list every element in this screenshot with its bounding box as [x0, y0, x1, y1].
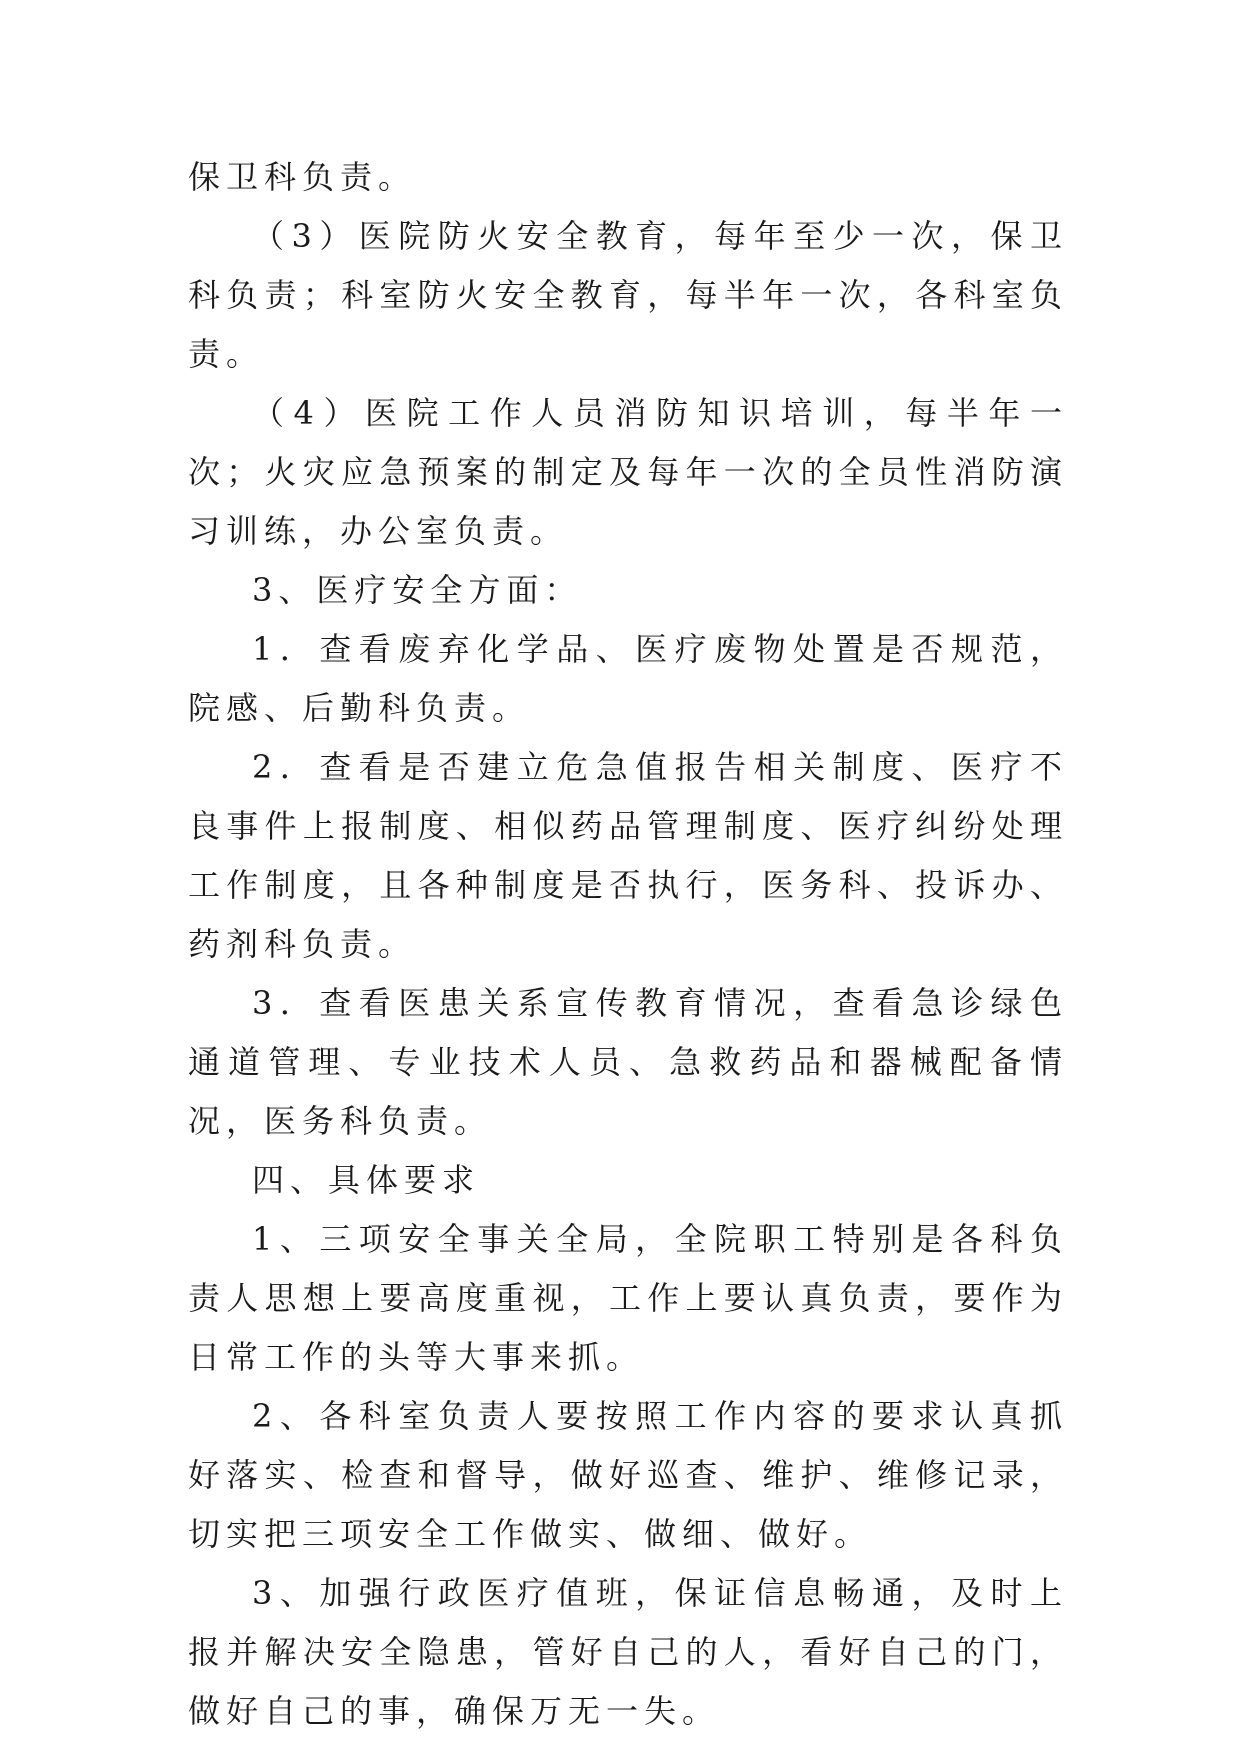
- paragraph-continuation: 保卫科负责。: [188, 158, 417, 196]
- paragraph-requirement-1: 1、三项安全事关全局，全院职工特别是各科负责人思想上要高度重视，工作上要认真负责，要作为日常工作的头等大事来抓。: [188, 1220, 1068, 1376]
- paragraph-requirement-2: 2、各科室负责人要按照工作内容的要求认真抓好落实、检查和督导，做好巡查、维护、维修记录，切实把三项安全工作做实、做细、做好。: [188, 1397, 1068, 1553]
- paragraph-fire-education: （3）医院防火安全教育，每年至少一次，保卫科负责；科室防火安全教育，每半年一次，各科室负责。: [188, 217, 1068, 373]
- paragraph-medical-item-1: 1．查看废弃化学品、医疗废物处置是否规范，院感、后勤科负责。: [188, 630, 1068, 727]
- paragraph-medical-item-2: 2．查看是否建立危急值报告相关制度、医疗不良事件上报制度、相似药品管理制度、医疗纠纷处理工作制度，且各种制度是否执行，医务科、投诉办、药剂科负责。: [188, 748, 1068, 963]
- section-heading-requirements: 四、具体要求: [252, 1161, 481, 1199]
- paragraph-requirement-3: 3、加强行政医疗值班，保证信息畅通，及时上报并解决安全隐患，管好自己的人，看好自己的门，做好自己的事，确保万无一失。: [188, 1574, 1068, 1730]
- paragraph-fire-training: （4）医院工作人员消防知识培训，每半年一次；火灾应急预案的制定及每年一次的全员性消防演习训练，办公室负责。: [188, 394, 1068, 550]
- section-heading-medical-safety: 3、医疗安全方面：: [252, 571, 583, 609]
- document-body: [188, 148, 1068, 1741]
- paragraph-medical-item-3: 3．查看医患关系宣传教育情况，查看急诊绿色通道管理、专业技术人员、急救药品和器械配备情况，医务科负责。: [188, 984, 1068, 1140]
